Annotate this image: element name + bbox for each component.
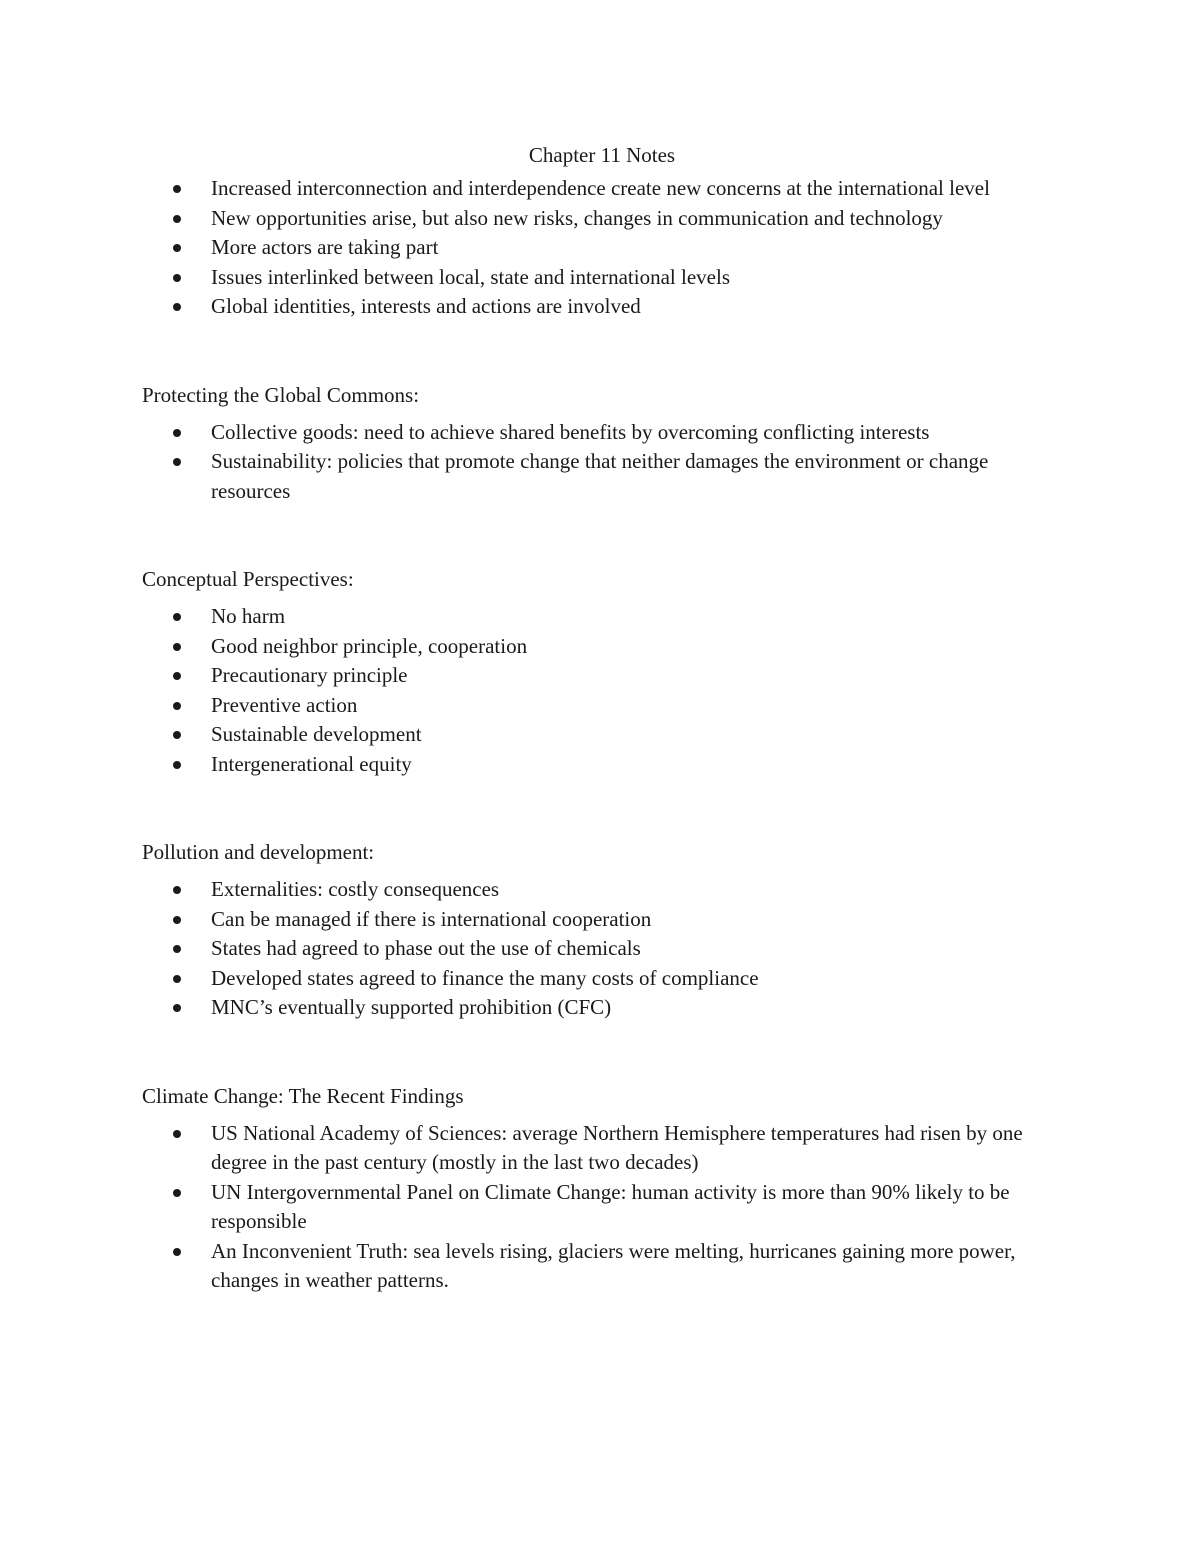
bullet-icon xyxy=(173,702,181,710)
section-spacer xyxy=(142,322,1062,380)
list-item xyxy=(211,233,1062,263)
bullet-icon xyxy=(173,215,181,223)
pollution-list xyxy=(142,875,1062,1023)
list-item-text: Externalities: costly consequences xyxy=(211,877,500,901)
climate-list xyxy=(142,1119,1062,1296)
list-item xyxy=(211,720,1062,750)
list-item-text: Increased interconnection and interdependence create new concerns at the international level xyxy=(211,176,990,200)
list-item xyxy=(211,263,1062,293)
list-item xyxy=(211,418,1062,448)
section-spacer xyxy=(142,506,1062,564)
list-item xyxy=(211,750,1062,780)
section-heading-commons: Protecting the Global Commons: xyxy=(142,382,420,407)
bullet-icon xyxy=(173,975,181,983)
list-item xyxy=(211,1178,1062,1237)
list-item-text: Sustainability: policies that promote change that neither damages the environment or change resources xyxy=(211,449,989,503)
perspectives-list xyxy=(142,602,1062,779)
list-item-text: MNC’s eventually supported prohibition (CFC) xyxy=(211,995,612,1019)
bullet-icon xyxy=(173,1004,181,1012)
intro-list xyxy=(142,174,1062,322)
section-spacer xyxy=(142,1023,1062,1081)
list-item xyxy=(211,1237,1062,1296)
list-item-text: Intergenerational equity xyxy=(211,751,412,776)
bullet-icon xyxy=(173,303,181,311)
bullet-icon xyxy=(173,731,181,739)
list-item-text: Can be managed if there is international cooperation xyxy=(211,906,652,931)
section-heading-pollution: Pollution and development: xyxy=(142,840,375,864)
list-item-text: US National Academy of Sciences: average Northern Hemisphere temperatures had risen by one degree in the past century (mostly in the last two decades) xyxy=(211,1120,1023,1174)
list-item-text: More actors are taking part xyxy=(211,235,439,259)
list-item xyxy=(211,691,1062,721)
list-item xyxy=(211,993,1062,1023)
list-item xyxy=(211,964,1062,994)
list-item xyxy=(211,204,1062,234)
bullet-icon xyxy=(173,244,181,252)
list-item xyxy=(211,632,1062,662)
list-item-text: Global identities, interests and actions are involved xyxy=(211,294,641,318)
list-item xyxy=(211,875,1062,905)
bullet-icon xyxy=(173,886,181,894)
section-heading-perspectives: Conceptual Perspectives: xyxy=(142,567,354,591)
list-item-text: Preventive action xyxy=(211,692,358,717)
list-item xyxy=(211,905,1062,935)
list-item xyxy=(211,661,1062,691)
bullet-icon xyxy=(173,613,181,621)
section-heading-climate: Climate Change: The Recent Findings xyxy=(142,1083,464,1108)
list-item-text: Collective goods: need to achieve shared benefits by overcoming conflicting interests xyxy=(211,419,930,444)
bullet-icon xyxy=(173,429,181,437)
bullet-icon xyxy=(173,1248,181,1256)
list-item-text: Issues interlinked between local, state and international levels xyxy=(211,264,730,289)
bullet-icon xyxy=(173,458,181,466)
document-title: Chapter 11 Notes xyxy=(528,143,676,167)
bullet-icon xyxy=(173,185,181,193)
bullet-icon xyxy=(173,916,181,924)
list-item-text: UN Intergovernmental Panel on Climate Change: human activity is more than 90% likely to be responsible xyxy=(211,1179,1010,1233)
bullet-icon xyxy=(173,274,181,282)
bullet-icon xyxy=(173,643,181,651)
list-item xyxy=(211,292,1062,322)
commons-list xyxy=(142,418,1062,507)
section-spacer xyxy=(142,779,1062,837)
list-item-text: Precautionary principle xyxy=(211,663,408,687)
list-item xyxy=(211,934,1062,964)
list-item-text: New opportunities arise, but also new risks, changes in communication and technology xyxy=(211,205,943,230)
bullet-icon xyxy=(173,945,181,953)
list-item xyxy=(211,174,1062,204)
bullet-icon xyxy=(173,672,181,680)
bullet-icon xyxy=(173,761,181,769)
list-item-text: Developed states agreed to finance the many costs of compliance xyxy=(211,965,759,990)
list-item-text: Good neighbor principle, cooperation xyxy=(211,633,528,658)
list-item xyxy=(211,602,1062,632)
list-item xyxy=(211,447,1062,506)
list-item-text: Sustainable development xyxy=(211,722,422,746)
bullet-icon xyxy=(173,1189,181,1197)
list-item xyxy=(211,1119,1062,1178)
list-item-text: An Inconvenient Truth: sea levels rising, glaciers were melting, hurricanes gaining more power, changes in weather patterns. xyxy=(211,1238,1016,1292)
list-item-text: States had agreed to phase out the use of chemicals xyxy=(211,936,641,960)
list-item-text: No harm xyxy=(211,604,286,628)
document-page xyxy=(142,140,1062,1296)
bullet-icon xyxy=(173,1130,181,1138)
